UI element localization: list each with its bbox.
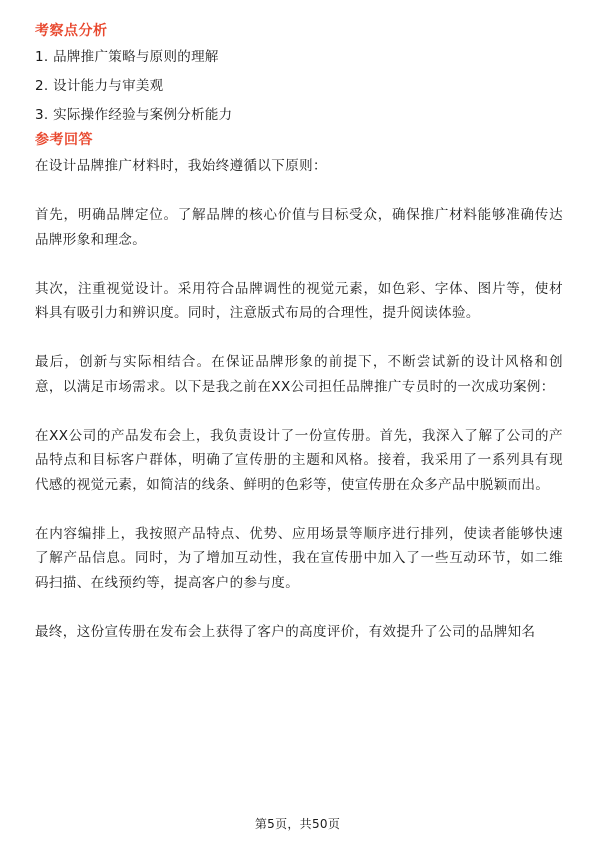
- analysis-point: 2. 设计能力与审美观: [35, 78, 164, 94]
- answer-body: [35, 154, 563, 644]
- answer-paragraph: 在内容编排上，我按照产品特点、优势、应用场景等顺序进行排列，使读者能够快速了解产品信息。同时，为了增加互动性，我在宣传册中加入了一些互动环节，如二维码扫描、在线预约等，提高客户的参与度。: [35, 525, 563, 591]
- page-indicator: 第5页，共50页: [254, 817, 341, 831]
- answer-heading: 参考回答: [35, 132, 93, 148]
- answer-paragraph: 最后，创新与实际相结合。在保证品牌形象的前提下，不断尝试新的设计风格和创意，以满足市场需求。以下是我之前在XX公司担任品牌推广专员时的一次成功案例：: [35, 354, 563, 395]
- analysis-point: 3. 实际操作经验与案例分析能力: [35, 107, 233, 123]
- analysis-heading: 考察点分析: [35, 23, 108, 39]
- answer-paragraph: 其次，注重视觉设计。采用符合品牌调性的视觉元素，如色彩、字体、图片等，使材料具有吸引力和辨识度。同时，注意版式布局的合理性，提升阅读体验。: [35, 280, 563, 321]
- answer-paragraph: 在设计品牌推广材料时，我始终遵循以下原则：: [35, 158, 327, 174]
- answer-paragraph: 在XX公司的产品发布会上，我负责设计了一份宣传册。首先，我深入了解了公司的产品特点和目标客户群体，明确了宣传册的主题和风格。接着，我采用了一系列具有现代感的视觉元素，如简洁的线条、鲜明的色彩等，使宣传册在众多产品中脱颖而出。: [35, 427, 563, 493]
- answer-paragraph: 首先，明确品牌定位。了解品牌的核心价值与目标受众，确保推广材料能够准确传达品牌形象和理念。: [35, 207, 563, 248]
- analysis-point: 1. 品牌推广策略与原则的理解: [35, 49, 219, 65]
- page-content: [35, 21, 563, 669]
- answer-paragraph: 最终，这份宣传册在发布会上获得了客户的高度评价，有效提升了公司的品牌知名: [35, 623, 536, 640]
- analysis-point-list: [35, 47, 563, 125]
